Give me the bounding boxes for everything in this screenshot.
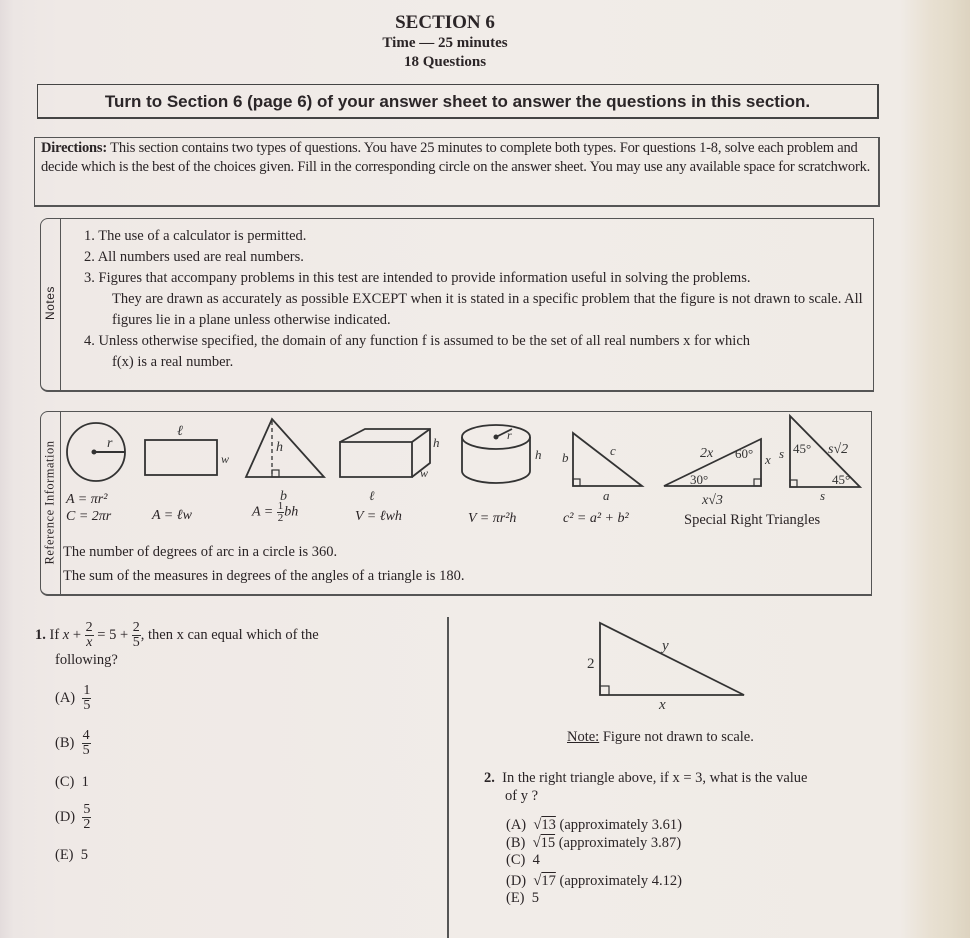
note-item bbox=[84, 268, 864, 331]
stem-fraction bbox=[85, 621, 94, 650]
stem-text: In the right triangle above, if x = 3, what is the value bbox=[502, 770, 808, 786]
option-radicand: 15 bbox=[540, 834, 556, 851]
triangle-formula bbox=[252, 501, 298, 524]
box-front-face bbox=[340, 442, 412, 477]
section-time: Time — 25 minutes bbox=[382, 35, 508, 51]
note-label: Note: bbox=[567, 729, 600, 745]
pythagorean-formula: c² = a² + b² bbox=[563, 511, 629, 526]
fraction-denominator: 5 bbox=[82, 743, 90, 758]
rectangle-formula: A = ℓw bbox=[152, 508, 192, 523]
q1-option-c[interactable] bbox=[55, 774, 89, 791]
t1-angle-30-label: 30° bbox=[690, 472, 709, 487]
q2-base-label: x bbox=[659, 697, 666, 713]
cylinder-h-label: h bbox=[535, 447, 542, 462]
notes-list bbox=[84, 226, 864, 373]
triangle-formula-suffix: bh bbox=[284, 504, 299, 520]
circle-area-formula: A = πr² bbox=[66, 492, 108, 507]
right-triangle-shape bbox=[573, 433, 642, 486]
question-2-stem bbox=[484, 769, 884, 787]
cylinder-formula: V = πr²h bbox=[468, 511, 517, 526]
center-dot bbox=[92, 450, 96, 454]
box-w-label: w bbox=[420, 466, 429, 480]
fraction-numerator: 5 bbox=[83, 802, 91, 817]
question-number: 2. bbox=[484, 770, 495, 786]
circle-circumference-formula: C = 2πr bbox=[66, 509, 112, 524]
option-radicand: 17 bbox=[541, 872, 556, 889]
option-radicand: 13 bbox=[541, 817, 556, 833]
note-item bbox=[84, 226, 864, 247]
rectangle-w-label: w bbox=[221, 452, 230, 466]
rectangle-l-label: ℓ bbox=[177, 424, 183, 439]
note-number: 3. bbox=[84, 270, 95, 286]
q2-option-d[interactable]: (D) √17 (approximately 4.12) bbox=[506, 872, 682, 889]
triangle-formula-prefix: A = bbox=[252, 504, 277, 520]
reference-tab-label: Reference Information bbox=[42, 440, 57, 565]
q2-triangle-shape bbox=[600, 623, 744, 695]
column-divider bbox=[447, 617, 449, 938]
cylinder-center-dot bbox=[494, 435, 498, 439]
note-number: 2. bbox=[84, 249, 95, 265]
note-number: 1. bbox=[84, 228, 95, 244]
right-triangle-c-label: c bbox=[610, 443, 616, 458]
option-approximation: (approximately 3.87) bbox=[558, 834, 682, 851]
right-angle-mark bbox=[272, 470, 279, 477]
note-text-continued: They are drawn as accurately as possible EXCEPT when it is stated in a specific problem that the figure is not drawn to scale. All figures lie in a plane unless otherwise indicated. bbox=[112, 291, 863, 328]
right-angle-mark bbox=[754, 479, 761, 486]
note-text: Unless otherwise specified, the domain of any function f is assumed to be the set of all real numbers x for which bbox=[98, 333, 751, 349]
box-formula: V = ℓwh bbox=[355, 509, 402, 524]
stem-text: If bbox=[49, 627, 63, 643]
right-angle-mark bbox=[600, 686, 609, 695]
reference-fact-circle: The number of degrees of arc in a circle is 360. bbox=[63, 544, 338, 560]
fraction-denominator: 2 bbox=[277, 512, 284, 524]
cylinder-figure bbox=[462, 425, 542, 483]
triangle-h-label: h bbox=[276, 440, 283, 455]
option-approximation: (approximately 4.12) bbox=[559, 872, 682, 889]
reference-fact-triangle: The sum of the measures in degrees of the angles of a triangle is 180. bbox=[63, 568, 465, 584]
special-triangles-caption: Special Right Triangles bbox=[684, 512, 821, 528]
option-label: (E) bbox=[506, 890, 525, 906]
answer-sheet-instruction: Turn to Section 6 (page 6) of your answer sheet to answer the questions in this section. bbox=[37, 84, 879, 119]
box-figure bbox=[340, 429, 440, 503]
triangle-shape bbox=[246, 419, 324, 477]
option-label: (D) bbox=[506, 872, 527, 889]
right-triangle-a-label: a bbox=[603, 488, 610, 503]
fraction-numerator: 1 bbox=[83, 683, 91, 698]
option-label: (A) bbox=[506, 817, 527, 833]
rectangle-figure bbox=[145, 424, 229, 475]
box-h-label: h bbox=[433, 435, 440, 450]
question-number: 1. bbox=[35, 627, 46, 643]
q1-option-e[interactable] bbox=[55, 847, 88, 864]
q2-options bbox=[506, 817, 682, 908]
triangle-30-60-90-figure bbox=[664, 439, 771, 508]
option-approximation: (approximately 3.61) bbox=[559, 817, 682, 833]
cylinder-r-label: r bbox=[507, 428, 512, 442]
question-2-stem-line2: of y ? bbox=[505, 788, 539, 804]
t1-side-label: x bbox=[765, 452, 771, 467]
fraction-numerator: 4 bbox=[82, 728, 90, 743]
option-value: 1 bbox=[81, 774, 89, 790]
section-title: SECTION 6 bbox=[395, 12, 495, 33]
reference-tab bbox=[40, 411, 61, 596]
box-l-label: ℓ bbox=[369, 488, 375, 503]
fraction-numerator: 2 bbox=[85, 620, 93, 636]
t2-base-label: s bbox=[820, 488, 826, 503]
triangle-figure bbox=[246, 419, 324, 504]
option-value: 5 bbox=[80, 847, 89, 863]
stem-text: = 5 + bbox=[93, 627, 132, 643]
t2-hyp-label: s√2 bbox=[828, 442, 849, 457]
q2-option-e[interactable] bbox=[506, 890, 682, 908]
triangle-b-label: b bbox=[280, 489, 287, 504]
q1-option-b[interactable] bbox=[55, 729, 91, 758]
circle-figure bbox=[67, 423, 125, 481]
t1-base-label: x√3 bbox=[702, 493, 723, 508]
fraction-denominator: 5 bbox=[132, 635, 140, 651]
fraction-denominator: x bbox=[86, 635, 93, 651]
cylinder-bottom bbox=[462, 471, 530, 483]
q2-option-a[interactable]: (A) √13 (approximately 3.61) bbox=[506, 817, 682, 833]
option-label: (C) bbox=[506, 852, 526, 868]
fraction-numerator: 2 bbox=[132, 620, 140, 636]
option-label: (E) bbox=[55, 847, 74, 863]
note-item bbox=[84, 247, 864, 268]
pythagorean-triangle-figure bbox=[562, 433, 642, 503]
q2-side-label: 2 bbox=[587, 656, 595, 672]
circle-r-label: r bbox=[107, 436, 113, 451]
question-1-stem-line2: following? bbox=[55, 652, 118, 668]
q1-option-d[interactable] bbox=[55, 803, 91, 832]
circle-formulas bbox=[66, 491, 111, 525]
stem-fraction bbox=[132, 621, 141, 650]
right-angle-mark bbox=[573, 479, 580, 486]
note-text: The use of a calculator is permitted. bbox=[98, 228, 307, 244]
note-number: 4. bbox=[84, 333, 95, 349]
right-angle-mark bbox=[790, 480, 797, 487]
option-value: 4 bbox=[532, 852, 540, 868]
option-label: (B) bbox=[55, 734, 75, 751]
box-top-edge bbox=[412, 429, 430, 442]
q2-hyp-label: y bbox=[662, 638, 669, 654]
question-1-stem bbox=[35, 621, 435, 649]
notes-tab-label: Notes bbox=[43, 286, 57, 320]
fraction-denominator: 2 bbox=[83, 817, 91, 832]
stem-variable: x bbox=[62, 627, 70, 643]
directions-label: Directions: bbox=[41, 140, 107, 156]
t1-hyp-label: 2x bbox=[700, 446, 714, 461]
question-2-figure bbox=[580, 618, 760, 713]
t1-angle-60-label: 60° bbox=[735, 446, 754, 461]
option-label: (C) bbox=[55, 774, 75, 790]
stem-text: + bbox=[69, 627, 85, 643]
fraction-numerator: 1 bbox=[277, 500, 284, 512]
option-label: (A) bbox=[55, 689, 76, 706]
right-triangle-b-label: b bbox=[562, 450, 569, 465]
rectangle-shape bbox=[145, 440, 217, 475]
stem-text: , then x can equal which of the bbox=[140, 627, 319, 643]
t2-side-label: s bbox=[779, 446, 785, 461]
t2-angle-top-label: 45° bbox=[793, 441, 812, 456]
question-1 bbox=[35, 621, 435, 669]
note-text-continued: f(x) is a real number. bbox=[112, 354, 234, 370]
question-2 bbox=[484, 769, 884, 805]
directions-text: This section contains two types of questions. You have 25 minutes to complete both types. For questions 1-8, solve each problem and decide which is the best of the choices given. Fill in the corresponding circle on the answer sheet. You may use any available space for scratchwork. bbox=[41, 140, 871, 175]
option-fraction bbox=[82, 803, 91, 832]
note-text: Figure not drawn to scale. bbox=[599, 729, 754, 745]
option-value: 5 bbox=[531, 890, 540, 906]
figure-note bbox=[567, 729, 754, 746]
directions-box bbox=[34, 137, 880, 207]
option-label: (D) bbox=[55, 808, 76, 825]
box-back-edges bbox=[340, 429, 430, 477]
fraction-denominator: 5 bbox=[83, 698, 91, 713]
section-header bbox=[0, 12, 890, 72]
q2-option-c[interactable] bbox=[506, 852, 682, 870]
note-text: All numbers used are real numbers. bbox=[97, 249, 304, 265]
option-fraction bbox=[82, 684, 91, 713]
note-text: Figures that accompany problems in this test are intended to provide information useful in solving the problems. bbox=[98, 270, 751, 286]
triangle-45-45-90-figure bbox=[779, 416, 860, 503]
q1-option-a[interactable] bbox=[55, 684, 91, 713]
option-label: (B) bbox=[506, 834, 526, 851]
notes-tab bbox=[40, 218, 61, 392]
option-fraction bbox=[82, 729, 91, 758]
note-item bbox=[84, 331, 864, 373]
section-question-count: 18 Questions bbox=[403, 54, 487, 70]
t2-angle-bottom-label: 45° bbox=[832, 472, 851, 487]
q2-option-b[interactable]: (B) √15 (approximately 3.87) bbox=[506, 834, 682, 851]
